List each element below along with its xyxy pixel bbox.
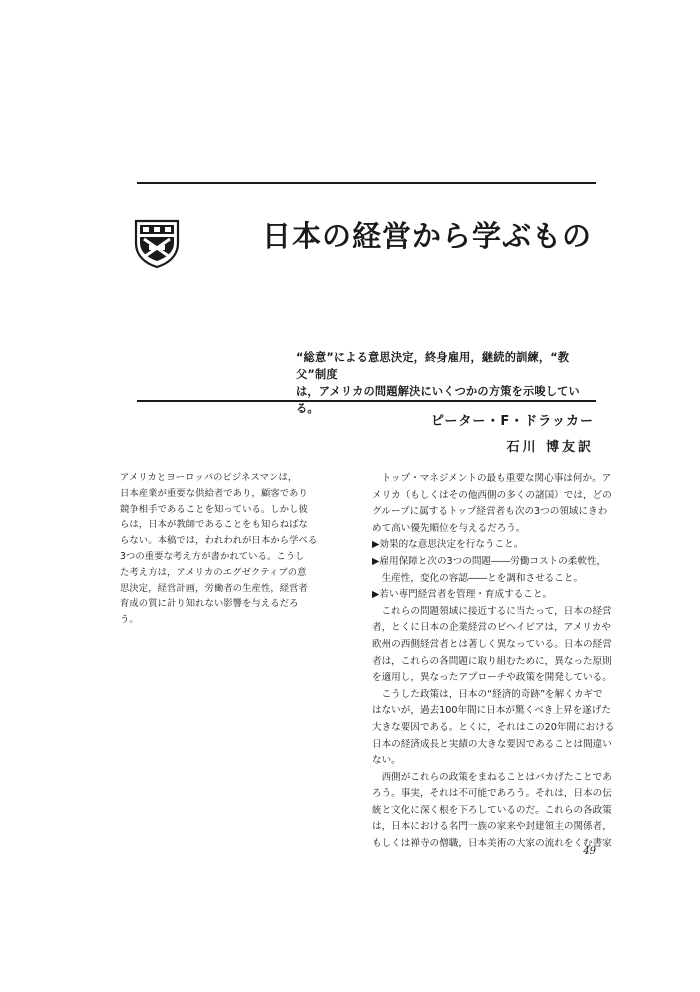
body-line: めて高い優先順位を与えるだろう。 [372, 522, 526, 534]
body-line: はないが，過去100年間に日本が驚くべき上昇を遂げた [372, 705, 611, 717]
body-line: ▶雇用保障と次の3つの問題――労働コストの柔軟性， [372, 555, 607, 567]
body-line: を適用し，異なったアプローチや政策を開発している。 [372, 672, 612, 684]
body-line: ▶若い専門経営者を管理・育成すること。 [372, 589, 553, 601]
article-subtitle [296, 349, 596, 417]
summary-line: らない。本稿では，われわれが日本から学べる [120, 535, 318, 547]
subtitle-line: は，アメリカの問題解決にいくつかの方策を示唆している。 [296, 385, 580, 415]
page-number: 49 [583, 846, 596, 857]
summary-line: 日本産業が重要な供給者であり，顧客であり [120, 487, 308, 499]
translator-credit: 石川 博友訳 [506, 440, 594, 455]
summary-line: た考え方は，アメリカのエグゼクティブの意 [120, 566, 307, 578]
summary-line: 3つの重要な考え方が書かれている。こうし [120, 550, 305, 562]
subtitle-line: “総意”による意思決定，終身雇用，継続的訓練，“教父”制度 [296, 351, 570, 381]
body-line: 欧州の西側経営者とは著しく異なっている。日本の経営 [372, 638, 612, 650]
summary-line: 思決定，経営計画，労働者の生産性，経営者 [120, 582, 308, 594]
byline-rule [137, 400, 596, 402]
body-line: もしくは禅寺の僧職，日本美術の大家の流れをくむ書家 [372, 838, 612, 850]
summary-line: らは，日本が教師であることをも知らねばな [120, 519, 308, 531]
body-line: 統と文化に深く根を下ろしているのだ。これらの各政策 [372, 804, 612, 816]
body-line: こうした政策は，日本の“経済的奇跡”を解くカギで [372, 688, 603, 700]
body-line: 者，とくに日本の企業経営のビヘイビアは，アメリカや [372, 622, 611, 634]
summary-line: 育成の質に計り知れない影響を与えるだろ [120, 598, 299, 610]
body-line: 日本の経済成長と実績の大きな要因であることは間違い [372, 738, 612, 750]
body-line: 生産性，変化の容認――とを調和させること。 [372, 572, 584, 584]
top-rule [137, 182, 596, 184]
body-line: ▶効果的な意思決定を行なうこと。 [372, 539, 524, 551]
summary-line: アメリカとヨーロッパのビジネスマンは， [120, 472, 298, 483]
body-line: トップ・マネジメントの最も重要な関心事は何か。ア [372, 473, 612, 484]
body-line: 者は，これらの各問題に取り組むために，異なった原則 [372, 655, 612, 667]
article-title: 日本の経営から学ぶもの [261, 219, 592, 253]
body-line: ろう。事実，それは不可能であろう。それは，日本の伝 [372, 788, 612, 800]
author-name: ピーター・F・ドラッカー [430, 414, 594, 429]
body-line: メリカ（もしくはその他西側の多くの諸国）では，どの [372, 489, 612, 501]
body-line: 西側がこれらの政策をまねることはバカげたことであ [372, 771, 612, 783]
body-line: ない。 [372, 755, 401, 767]
body-line: 大きな要因である。とくに，それはこの20年間における [372, 721, 615, 733]
body-line: は，日本における名門一族の家来や封建領主の関係者， [372, 821, 612, 833]
body-column [372, 471, 615, 853]
summary-column [120, 470, 340, 628]
summary-line: 競争相手であることを知っている。しかし彼 [120, 503, 308, 515]
summary-line: う。 [120, 614, 139, 626]
body-line: グループに属するトップ経営者も次の3つの領域にきわ [372, 506, 608, 518]
body-line: これらの問題領域に接近するに当たって，日本の経営 [372, 605, 612, 617]
shield-logo-icon [134, 219, 180, 269]
